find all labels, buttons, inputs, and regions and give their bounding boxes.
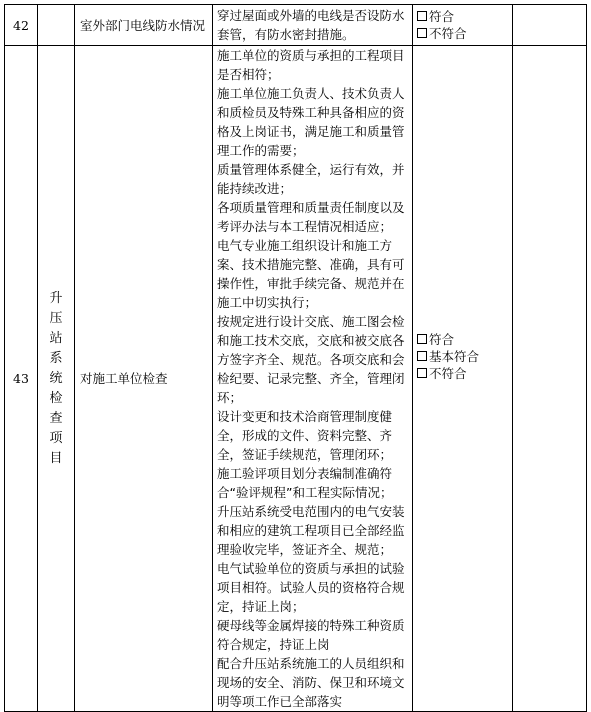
inspection-table bbox=[4, 4, 587, 712]
category-text: 升压站系统检查项目 bbox=[49, 290, 63, 466]
row-number: 43 bbox=[5, 46, 38, 712]
category-cell bbox=[38, 5, 75, 46]
result-options bbox=[413, 46, 513, 712]
standard-text: 穿过屋面或外墙的电线是否设防水套管，有防水密封措施。 bbox=[217, 8, 405, 42]
standard-line: 升压站系统受电范围内的电气安装和相应的建筑工程项目已全部经监理验收完毕，签证齐全、规范； bbox=[217, 504, 405, 557]
standard-line: 质量管理体系健全，运行有效，并能持续改进； bbox=[217, 162, 405, 196]
option-basic-conform[interactable]: 基本符合 bbox=[417, 348, 512, 365]
item-name: 对施工单位检查 bbox=[75, 46, 213, 712]
remark-cell bbox=[513, 5, 587, 46]
item-name: 室外部门电线防水情况 bbox=[75, 5, 213, 46]
table-row-43 bbox=[5, 46, 587, 712]
standard-line: 硬母线等金属焊接的特殊工种资质符合规定，持证上岗 bbox=[217, 618, 405, 652]
standard-line: 施工验评项目划分表编制准确符合“验评规程”和工程实际情况； bbox=[217, 466, 393, 500]
option-conform[interactable]: 符合 bbox=[417, 331, 512, 348]
table-row-42 bbox=[5, 5, 587, 46]
standard-cell bbox=[213, 5, 413, 46]
row-number: 42 bbox=[5, 5, 38, 46]
standard-line: 施工单位施工负责人、技术负责人和质检员及特殊工种具备相应的资格及上岗证书，满足施工和质量管理工作的需要； bbox=[217, 86, 405, 158]
option-nonconform[interactable]: 不符合 bbox=[417, 25, 512, 42]
standard-line: 电气专业施工组织设计和施工方案、技术措施完整、准确，具有可操作性，审批手续完备、规范并在施工中切实执行； bbox=[217, 238, 405, 310]
checkbox-icon[interactable] bbox=[417, 351, 427, 361]
checkbox-icon[interactable] bbox=[417, 28, 427, 38]
checkbox-icon[interactable] bbox=[417, 368, 427, 378]
checkbox-icon[interactable] bbox=[417, 334, 427, 344]
standard-cell bbox=[213, 46, 413, 712]
checkbox-icon[interactable] bbox=[417, 11, 427, 21]
option-conform[interactable]: 符合 bbox=[417, 8, 512, 25]
option-nonconform[interactable]: 不符合 bbox=[417, 365, 512, 382]
standard-line: 按规定进行设计交底、施工图会检和施工技术交底，交底和被交底各方签字齐全、规范。各项交底和会检纪要、记录完整、齐全，管理闭环； bbox=[217, 314, 405, 405]
standard-line: 各项质量管理和质量责任制度以及考评办法与本工程情况相适应； bbox=[217, 200, 405, 234]
standard-line: 施工单位的资质与承担的工程项目是否相符； bbox=[217, 48, 405, 82]
remark-cell bbox=[513, 46, 587, 712]
category-cell bbox=[38, 46, 75, 712]
standard-line: 设计变更和技术洽商管理制度健全，形成的文件、资料完整、齐全，签证手续规范，管理闭环； bbox=[217, 409, 393, 462]
result-options bbox=[413, 5, 513, 46]
standard-line: 电气试验单位的资质与承担的试验项目相符。试验人员的资格符合规定，持证上岗； bbox=[217, 561, 405, 614]
standard-line: 配合升压站系统施工的人员组织和现场的安全、消防、保卫和环境文明等项工作已全部落实 bbox=[217, 656, 405, 709]
